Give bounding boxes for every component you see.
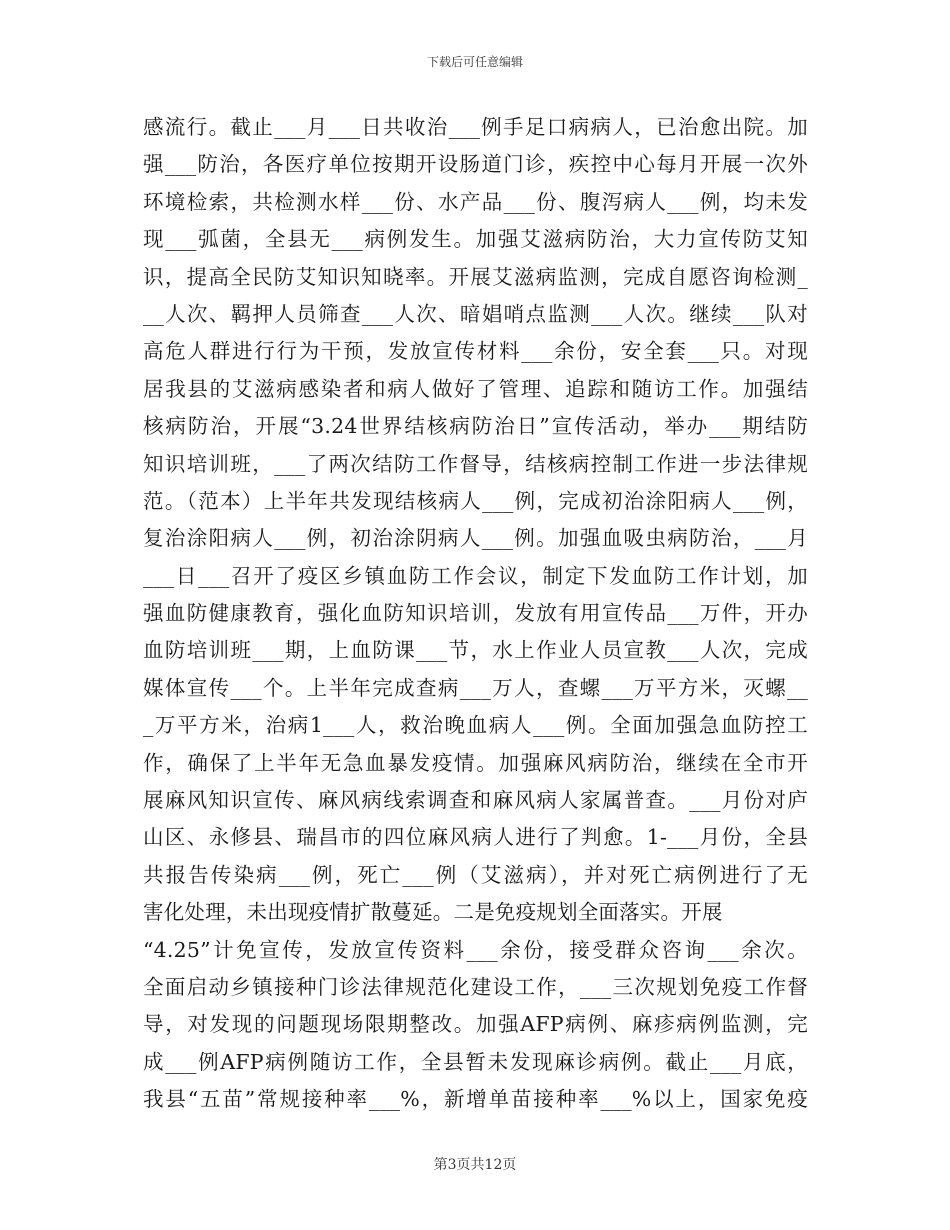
text-line: 强___防治，各医疗单位按期开设肠道门诊，疾控中心每月开展一次外 xyxy=(143,152,808,177)
text-line: _万平方米，治病1___人，救治晚血病人___例。全面加强急血防控工 xyxy=(143,713,808,738)
page-header-note: 下载后可任意编辑 xyxy=(426,55,523,69)
text-line: 强血防健康教育，强化血防知识培训，发放有用宣传品___万件，开办 xyxy=(143,601,808,626)
text-line: 媒体宣传___个。上半年完成查病___万人，查螺___万平方米，灭螺__ xyxy=(143,675,808,700)
text-line: 害化处理，未出现疫情扩散蔓延。二是免疫规划全面落实。开展 xyxy=(143,900,723,925)
text-line: 血防培训班___期，上血防课___节，水上作业人员宣教___人次，完成 xyxy=(143,638,808,663)
text-line: 环境检索，共检测水样___份、水产品___份、腹泻病人___例，均未发 xyxy=(143,189,808,214)
text-line: ___日___召开了疫区乡镇血防工作会议，制定下发血防工作计划，加 xyxy=(143,563,808,588)
text-line: 我县“五苗”常规接种率___%，新增单苗接种率___%以上，国家免疫 xyxy=(143,1087,808,1112)
text-line: 作，确保了上半年无急血暴发疫情。加强麻风病防治，继续在全市开 xyxy=(143,750,808,775)
text-line: 复治涂阳病人___例，初治涂阴病人___例。加强血吸虫病防治，___月 xyxy=(143,526,808,551)
text-line: 范。（范本）上半年共发现结核病人___例，完成初治涂阳病人___例， xyxy=(143,488,808,513)
page-number: 第3页共12页 xyxy=(433,1157,517,1173)
text-line: 高危人群进行行为干预，发放宣传材料___余份，安全套___只。对现 xyxy=(143,339,808,364)
text-line: 核病防治，开展“3.24世界结核病防治日”宣传活动，举办___期结防 xyxy=(143,414,808,439)
text-line: 展麻风知识宣传、麻风病线索调查和麻风病人家属普查。___月份对庐 xyxy=(143,788,808,813)
text-line: 共报告传染病___例，死亡___例（艾滋病），并对死亡病例进行了无 xyxy=(143,862,808,887)
text-line: 居我县的艾滋病感染者和病人做好了管理、追踪和随访工作。加强结 xyxy=(143,376,808,401)
text-line: __人次、羁押人员筛查___人次、暗娼哨点监测___人次。继续___队对 xyxy=(143,301,808,326)
document-body xyxy=(143,109,808,1119)
text-line: 知识培训班，___了两次结防工作督导，结核病控制工作进一步法律规 xyxy=(143,451,808,476)
text-line: 山区、永修县、瑞昌市的四位麻风病人进行了判愈。1-___月份，全县 xyxy=(143,825,808,850)
text-line: 感流行。截止___月___日共收治___例手足口病病人，已治愈出院。加 xyxy=(143,115,808,139)
text-line: 现___弧菌，全县无___病例发生。加强艾滋病防治，大力宣传防艾知 xyxy=(143,227,808,252)
text-line: “4.25”计免宣传，发放宣传资料___余份，接受群众咨询___余次。 xyxy=(143,937,808,962)
text-line: 导，对发现的问题现场限期整改。加强AFP病例、麻疹病例监测，完 xyxy=(143,1012,808,1037)
text-line: 识，提高全民防艾知识知晓率。开展艾滋病监测，完成自愿咨询检测_ xyxy=(143,264,808,289)
text-line: 成___例AFP病例随访工作，全县暂未发现麻诊病例。截止___月底， xyxy=(143,1049,808,1074)
text-line: 全面启动乡镇接种门诊法律规范化建设工作，___三次规划免疫工作督 xyxy=(143,974,808,999)
